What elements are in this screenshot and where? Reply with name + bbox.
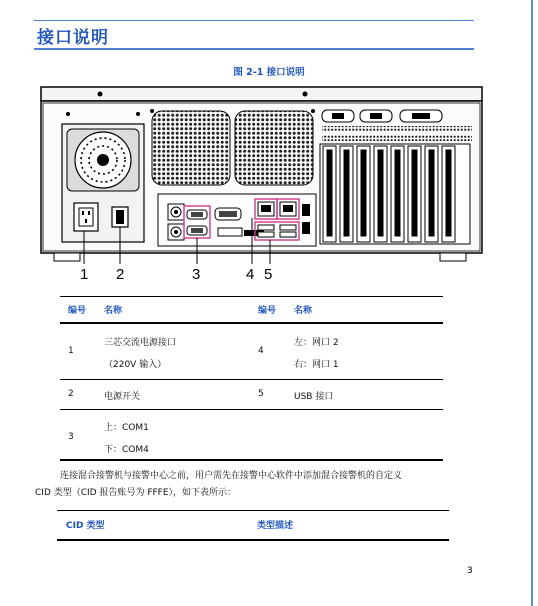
body-paragraph-line2: CID 类型（CID 报告账号为 FFFE），如下表所示： bbox=[35, 488, 237, 498]
callout-4: 4 bbox=[246, 266, 255, 283]
callout-5: 5 bbox=[264, 266, 273, 283]
callout-1: 1 bbox=[80, 266, 89, 283]
table-header-num-1: 编号 bbox=[68, 306, 87, 316]
body-paragraph-line1: 连接混合接警机与接警中心之前，用户需先在接警中心软件中添加混合接警机的自定义 bbox=[60, 471, 403, 481]
table-bottom-rule bbox=[60, 459, 443, 461]
device-back-panel-illustration bbox=[40, 86, 486, 268]
cid-table-header-desc: 类型描述 bbox=[257, 521, 294, 531]
row-3-name-line1: 上：COM1 bbox=[104, 423, 149, 433]
row-2-name: 电源开关 bbox=[104, 392, 141, 402]
row-1-name2-line1: 左：网口 2 bbox=[294, 338, 339, 348]
page-edge-line bbox=[531, 0, 533, 606]
title-top-rule bbox=[34, 20, 474, 21]
page-number: 3 bbox=[467, 566, 473, 576]
row-3-name-line2: 下：COM4 bbox=[104, 445, 149, 455]
row-3-num: 3 bbox=[68, 432, 74, 442]
table-row-rule bbox=[60, 409, 443, 410]
row-1-name-line1: 三芯交流电源接口 bbox=[104, 338, 177, 348]
table-header-name-2: 名称 bbox=[294, 306, 313, 316]
cid-table-header-type: CID 类型 bbox=[66, 521, 105, 531]
section-title: 接口说明 bbox=[37, 28, 109, 48]
row-1-name2-line2: 右：网口 1 bbox=[294, 360, 339, 370]
cid-table-top-rule bbox=[57, 510, 449, 511]
table-row-rule bbox=[60, 379, 443, 380]
figure-caption: 图 2-1 接口说明 bbox=[233, 67, 305, 78]
row-1-name-line2: （220V 输入） bbox=[104, 360, 167, 370]
cid-table-header-rule bbox=[57, 539, 449, 541]
table-header-num-2: 编号 bbox=[258, 306, 277, 316]
callout-2: 2 bbox=[116, 266, 125, 283]
table-header-rule bbox=[60, 322, 443, 324]
callout-3: 3 bbox=[192, 266, 201, 283]
row-1-num: 1 bbox=[68, 346, 74, 356]
row-2-name-2: USB 接口 bbox=[294, 392, 334, 402]
row-2-num-2: 5 bbox=[258, 389, 264, 399]
table-header-name-1: 名称 bbox=[104, 306, 123, 316]
row-1-num-2: 4 bbox=[258, 346, 264, 356]
row-2-num: 2 bbox=[68, 389, 74, 399]
title-bottom-rule bbox=[34, 48, 474, 50]
table-top-rule bbox=[60, 296, 443, 297]
